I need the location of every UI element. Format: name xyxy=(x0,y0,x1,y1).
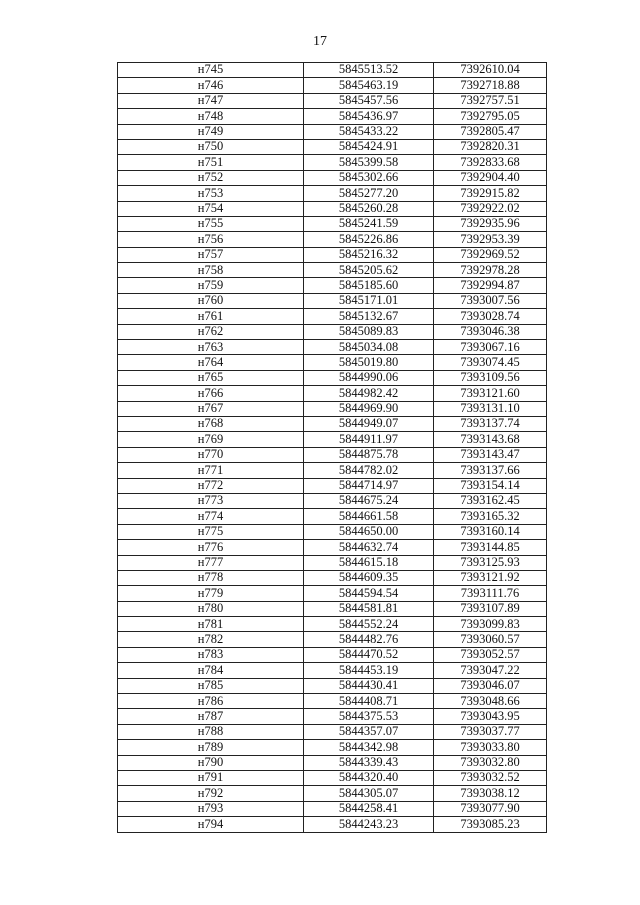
x-coordinate-cell: 5844408.71 xyxy=(304,694,434,709)
table-row xyxy=(118,155,547,170)
table-row xyxy=(118,663,547,678)
point-number-cell: н782 xyxy=(118,632,304,647)
table-row xyxy=(118,724,547,739)
point-number-cell: н775 xyxy=(118,524,304,539)
point-number-cell: н765 xyxy=(118,370,304,385)
table-row xyxy=(118,801,547,816)
x-coordinate-cell: 5844470.52 xyxy=(304,647,434,662)
point-number-cell: н791 xyxy=(118,770,304,785)
point-number-cell: н774 xyxy=(118,509,304,524)
x-coordinate-cell: 5844375.53 xyxy=(304,709,434,724)
table-row xyxy=(118,647,547,662)
point-number-cell: н767 xyxy=(118,401,304,416)
y-coordinate-cell: 7393033.80 xyxy=(434,740,547,755)
table-row xyxy=(118,370,547,385)
y-coordinate-cell: 7392833.68 xyxy=(434,155,547,170)
point-number-cell: н746 xyxy=(118,78,304,93)
y-coordinate-cell: 7393047.22 xyxy=(434,663,547,678)
y-coordinate-cell: 7392935.96 xyxy=(434,216,547,231)
table-row xyxy=(118,109,547,124)
y-coordinate-cell: 7393028.74 xyxy=(434,309,547,324)
x-coordinate-cell: 5845399.58 xyxy=(304,155,434,170)
table-row xyxy=(118,694,547,709)
y-coordinate-cell: 7392904.40 xyxy=(434,170,547,185)
y-coordinate-cell: 7393037.77 xyxy=(434,724,547,739)
point-number-cell: н759 xyxy=(118,278,304,293)
x-coordinate-cell: 5844609.35 xyxy=(304,570,434,585)
table-row xyxy=(118,186,547,201)
point-number-cell: н771 xyxy=(118,463,304,478)
table-row xyxy=(118,678,547,693)
table-row xyxy=(118,401,547,416)
y-coordinate-cell: 7393121.92 xyxy=(434,570,547,585)
y-coordinate-cell: 7393038.12 xyxy=(434,786,547,801)
x-coordinate-cell: 5845424.91 xyxy=(304,139,434,154)
y-coordinate-cell: 7393125.93 xyxy=(434,555,547,570)
point-number-cell: н772 xyxy=(118,478,304,493)
x-coordinate-cell: 5845436.97 xyxy=(304,109,434,124)
x-coordinate-cell: 5844581.81 xyxy=(304,601,434,616)
x-coordinate-cell: 5845513.52 xyxy=(304,63,434,78)
table-row xyxy=(118,586,547,601)
point-number-cell: н747 xyxy=(118,93,304,108)
x-coordinate-cell: 5844430.41 xyxy=(304,678,434,693)
x-coordinate-cell: 5845216.32 xyxy=(304,247,434,262)
y-coordinate-cell: 7393137.66 xyxy=(434,463,547,478)
table-row xyxy=(118,447,547,462)
y-coordinate-cell: 7393099.83 xyxy=(434,617,547,632)
y-coordinate-cell: 7392805.47 xyxy=(434,124,547,139)
table-row xyxy=(118,139,547,154)
y-coordinate-cell: 7393032.80 xyxy=(434,755,547,770)
x-coordinate-cell: 5845034.08 xyxy=(304,340,434,355)
table-row xyxy=(118,432,547,447)
point-number-cell: н794 xyxy=(118,817,304,832)
y-coordinate-cell: 7393077.90 xyxy=(434,801,547,816)
point-number-cell: н769 xyxy=(118,432,304,447)
x-coordinate-cell: 5844615.18 xyxy=(304,555,434,570)
table-row xyxy=(118,524,547,539)
table-row xyxy=(118,355,547,370)
x-coordinate-cell: 5844875.78 xyxy=(304,447,434,462)
point-number-cell: н784 xyxy=(118,663,304,678)
point-number-cell: н779 xyxy=(118,586,304,601)
point-number-cell: н756 xyxy=(118,232,304,247)
point-number-cell: н780 xyxy=(118,601,304,616)
x-coordinate-cell: 5844632.74 xyxy=(304,540,434,555)
y-coordinate-cell: 7392820.31 xyxy=(434,139,547,154)
table-row xyxy=(118,309,547,324)
y-coordinate-cell: 7392757.51 xyxy=(434,93,547,108)
y-coordinate-cell: 7393060.57 xyxy=(434,632,547,647)
table-row xyxy=(118,632,547,647)
x-coordinate-cell: 5845185.60 xyxy=(304,278,434,293)
point-number-cell: н770 xyxy=(118,447,304,462)
y-coordinate-cell: 7393032.52 xyxy=(434,770,547,785)
point-number-cell: н764 xyxy=(118,355,304,370)
point-number-cell: н751 xyxy=(118,155,304,170)
table-row xyxy=(118,755,547,770)
x-coordinate-cell: 5845463.19 xyxy=(304,78,434,93)
y-coordinate-cell: 7393111.76 xyxy=(434,586,547,601)
table-row xyxy=(118,78,547,93)
point-number-cell: н778 xyxy=(118,570,304,585)
table-row xyxy=(118,324,547,339)
point-number-cell: н754 xyxy=(118,201,304,216)
x-coordinate-cell: 5844661.58 xyxy=(304,509,434,524)
x-coordinate-cell: 5844357.07 xyxy=(304,724,434,739)
x-coordinate-cell: 5844552.24 xyxy=(304,617,434,632)
point-number-cell: н792 xyxy=(118,786,304,801)
point-number-cell: н776 xyxy=(118,540,304,555)
y-coordinate-cell: 7393144.85 xyxy=(434,540,547,555)
point-number-cell: н786 xyxy=(118,694,304,709)
table-row xyxy=(118,63,547,78)
y-coordinate-cell: 7393160.14 xyxy=(434,524,547,539)
coordinates-table xyxy=(117,62,547,833)
table-row xyxy=(118,416,547,431)
point-number-cell: н752 xyxy=(118,170,304,185)
x-coordinate-cell: 5844782.02 xyxy=(304,463,434,478)
x-coordinate-cell: 5845205.62 xyxy=(304,263,434,278)
table-row xyxy=(118,817,547,832)
y-coordinate-cell: 7393085.23 xyxy=(434,817,547,832)
point-number-cell: н785 xyxy=(118,678,304,693)
table-row xyxy=(118,617,547,632)
table-row xyxy=(118,770,547,785)
y-coordinate-cell: 7393143.47 xyxy=(434,447,547,462)
table-row xyxy=(118,386,547,401)
x-coordinate-cell: 5844911.97 xyxy=(304,432,434,447)
table-row xyxy=(118,540,547,555)
point-number-cell: н745 xyxy=(118,63,304,78)
point-number-cell: н766 xyxy=(118,386,304,401)
x-coordinate-cell: 5844342.98 xyxy=(304,740,434,755)
y-coordinate-cell: 7393165.32 xyxy=(434,509,547,524)
y-coordinate-cell: 7393107.89 xyxy=(434,601,547,616)
table-row xyxy=(118,509,547,524)
x-coordinate-cell: 5844675.24 xyxy=(304,493,434,508)
y-coordinate-cell: 7393154.14 xyxy=(434,478,547,493)
x-coordinate-cell: 5845089.83 xyxy=(304,324,434,339)
x-coordinate-cell: 5844453.19 xyxy=(304,663,434,678)
x-coordinate-cell: 5844258.41 xyxy=(304,801,434,816)
x-coordinate-cell: 5844339.43 xyxy=(304,755,434,770)
table-row xyxy=(118,124,547,139)
y-coordinate-cell: 7393162.45 xyxy=(434,493,547,508)
point-number-cell: н763 xyxy=(118,340,304,355)
table-row xyxy=(118,570,547,585)
table-row xyxy=(118,463,547,478)
table-row xyxy=(118,93,547,108)
y-coordinate-cell: 7392969.52 xyxy=(434,247,547,262)
point-number-cell: н761 xyxy=(118,309,304,324)
y-coordinate-cell: 7392610.04 xyxy=(434,63,547,78)
x-coordinate-cell: 5844482.76 xyxy=(304,632,434,647)
point-number-cell: н787 xyxy=(118,709,304,724)
table-row xyxy=(118,170,547,185)
point-number-cell: н748 xyxy=(118,109,304,124)
table-row xyxy=(118,740,547,755)
x-coordinate-cell: 5845260.28 xyxy=(304,201,434,216)
y-coordinate-cell: 7393131.10 xyxy=(434,401,547,416)
y-coordinate-cell: 7393007.56 xyxy=(434,293,547,308)
y-coordinate-cell: 7393067.16 xyxy=(434,340,547,355)
table-row xyxy=(118,786,547,801)
point-number-cell: н788 xyxy=(118,724,304,739)
table-row xyxy=(118,263,547,278)
table-row xyxy=(118,601,547,616)
y-coordinate-cell: 7392795.05 xyxy=(434,109,547,124)
point-number-cell: н789 xyxy=(118,740,304,755)
point-number-cell: н781 xyxy=(118,617,304,632)
y-coordinate-cell: 7393137.74 xyxy=(434,416,547,431)
x-coordinate-cell: 5844650.00 xyxy=(304,524,434,539)
x-coordinate-cell: 5844714.97 xyxy=(304,478,434,493)
x-coordinate-cell: 5844594.54 xyxy=(304,586,434,601)
table-row xyxy=(118,278,547,293)
y-coordinate-cell: 7393121.60 xyxy=(434,386,547,401)
page-number: 17 xyxy=(313,34,327,49)
y-coordinate-cell: 7393074.45 xyxy=(434,355,547,370)
x-coordinate-cell: 5844949.07 xyxy=(304,416,434,431)
x-coordinate-cell: 5844969.90 xyxy=(304,401,434,416)
x-coordinate-cell: 5844982.42 xyxy=(304,386,434,401)
x-coordinate-cell: 5845132.67 xyxy=(304,309,434,324)
y-coordinate-cell: 7392915.82 xyxy=(434,186,547,201)
point-number-cell: н749 xyxy=(118,124,304,139)
point-number-cell: н753 xyxy=(118,186,304,201)
table-row xyxy=(118,478,547,493)
point-number-cell: н757 xyxy=(118,247,304,262)
y-coordinate-cell: 7392994.87 xyxy=(434,278,547,293)
table-row xyxy=(118,232,547,247)
point-number-cell: н758 xyxy=(118,263,304,278)
point-number-cell: н750 xyxy=(118,139,304,154)
point-number-cell: н760 xyxy=(118,293,304,308)
point-number-cell: н755 xyxy=(118,216,304,231)
x-coordinate-cell: 5845226.86 xyxy=(304,232,434,247)
x-coordinate-cell: 5844305.07 xyxy=(304,786,434,801)
point-number-cell: н783 xyxy=(118,647,304,662)
y-coordinate-cell: 7393048.66 xyxy=(434,694,547,709)
y-coordinate-cell: 7393046.07 xyxy=(434,678,547,693)
table-row xyxy=(118,555,547,570)
table-row xyxy=(118,340,547,355)
x-coordinate-cell: 5845457.56 xyxy=(304,93,434,108)
table-row xyxy=(118,493,547,508)
x-coordinate-cell: 5844243.23 xyxy=(304,817,434,832)
point-number-cell: н777 xyxy=(118,555,304,570)
x-coordinate-cell: 5845433.22 xyxy=(304,124,434,139)
y-coordinate-cell: 7392718.88 xyxy=(434,78,547,93)
table-row xyxy=(118,216,547,231)
y-coordinate-cell: 7393046.38 xyxy=(434,324,547,339)
y-coordinate-cell: 7392978.28 xyxy=(434,263,547,278)
y-coordinate-cell: 7393109.56 xyxy=(434,370,547,385)
y-coordinate-cell: 7393043.95 xyxy=(434,709,547,724)
x-coordinate-cell: 5845277.20 xyxy=(304,186,434,201)
point-number-cell: н768 xyxy=(118,416,304,431)
coordinates-table-body xyxy=(118,63,547,833)
x-coordinate-cell: 5844990.06 xyxy=(304,370,434,385)
x-coordinate-cell: 5845019.80 xyxy=(304,355,434,370)
point-number-cell: н793 xyxy=(118,801,304,816)
y-coordinate-cell: 7393052.57 xyxy=(434,647,547,662)
y-coordinate-cell: 7393143.68 xyxy=(434,432,547,447)
x-coordinate-cell: 5845241.59 xyxy=(304,216,434,231)
table-row xyxy=(118,247,547,262)
table-row xyxy=(118,293,547,308)
point-number-cell: н790 xyxy=(118,755,304,770)
point-number-cell: н762 xyxy=(118,324,304,339)
point-number-cell: н773 xyxy=(118,493,304,508)
x-coordinate-cell: 5844320.40 xyxy=(304,770,434,785)
y-coordinate-cell: 7392953.39 xyxy=(434,232,547,247)
x-coordinate-cell: 5845171.01 xyxy=(304,293,434,308)
table-row xyxy=(118,709,547,724)
table-row xyxy=(118,201,547,216)
x-coordinate-cell: 5845302.66 xyxy=(304,170,434,185)
y-coordinate-cell: 7392922.02 xyxy=(434,201,547,216)
